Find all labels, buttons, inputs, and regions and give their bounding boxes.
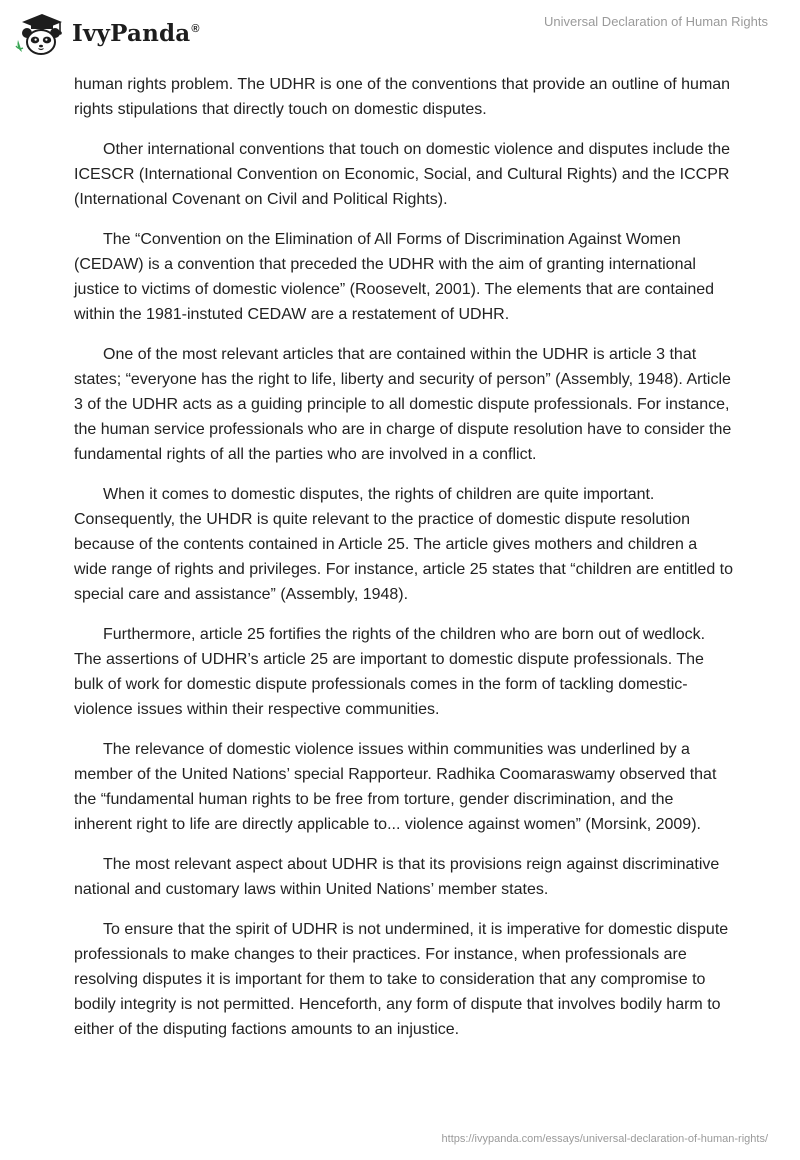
paragraph: Furthermore, article 25 fortifies the rights of the children who are born out of wedlock. The assertions of UDHR’s article 25 are important to domestic dispute professionals. The bulk of work for domestic dispute professionals comes in the form of tackling domestic-violence issues within their respective communities. [74, 626, 706, 718]
paragraph: The relevance of domestic violence issues within communities was underlined by a member of the United Nations’ special Rapporteur. Radhika Coomaraswamy observed that the “fundamental human rights to be free from torture, gender discrimination, and the inherent right to life are directly applicable to... violence against women” (Morsink, 2009). [74, 741, 717, 833]
page-header [0, 0, 800, 70]
paragraph: Other international conventions that touch on domestic violence and disputes include the ICESCR (International Convention on Economic, Social, and Cultural Rights) and the ICCPR (International Covenant on Civil and Political Rights). [74, 141, 731, 208]
document-title: Universal Declaration of Human Rights [544, 14, 768, 29]
brand-name: IvyPanda® [72, 19, 200, 47]
panda-graduate-logo-icon [14, 10, 66, 56]
essay-body [74, 72, 734, 1057]
paragraph: human rights problem. The UDHR is one of the conventions that provide an outline of human rights stipulations that directly touch on domestic disputes. [74, 76, 731, 118]
source-url[interactable]: https://ivypanda.com/essays/universal-declaration-of-human-rights/ [441, 1133, 768, 1145]
registered-mark: ® [191, 22, 200, 35]
paragraph: The “Convention on the Elimination of All Forms of Discrimination Against Women (CEDAW) is a convention that preceded the UDHR with the aim of granting international justice to victims of domestic violence” (Roosevelt, 2001). The elements that are contained within the 1981-instuted CEDAW are a restatement of UDHR. [74, 231, 715, 323]
paragraph: One of the most relevant articles that are contained within the UDHR is article 3 that states; “everyone has the right to life, liberty and security of person” (Assembly, 1948). Article 3 of the UDHR acts as a guiding principle to all domestic dispute professionals. For instance, the human service professionals who are in charge of dispute resolution have to consider the fundamental rights of all the parties who are involved in a conflict. [74, 346, 732, 463]
paragraph: When it comes to domestic disputes, the rights of children are quite important. Consequently, the UHDR is quite relevant to the practice of domestic dispute resolution because of the contents contained in Article 25. The article gives mothers and children a wide range of rights and privileges. For instance, article 25 states that “children are entitled to special care and assistance” (Assembly, 1948). [74, 486, 734, 603]
paragraph: To ensure that the spirit of UDHR is not undermined, it is imperative for domestic dispute professionals to make changes to their practices. For instance, when professionals are resolving disputes it is important for them to take to consideration that any compromise to bodily integrity is not permitted. Henceforth, any form of dispute that involves bodily harm to either of the disputing factions amounts to an injustice. [74, 921, 729, 1038]
ivypanda-logo[interactable] [14, 8, 200, 58]
paragraph: The most relevant aspect about UDHR is that its provisions reign against discriminative national and customary laws within United Nations’ member states. [74, 856, 720, 898]
